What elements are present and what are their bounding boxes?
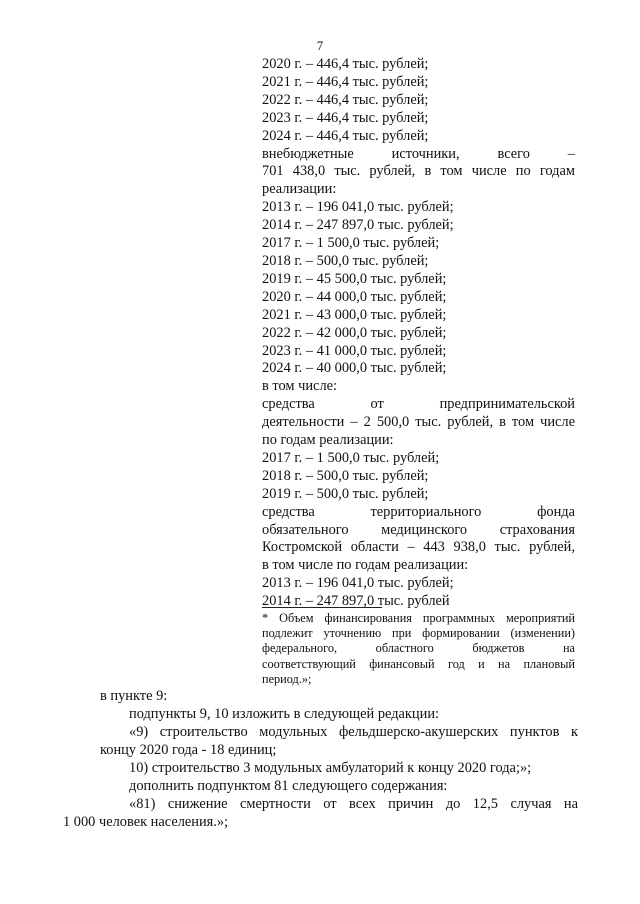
footnote-line: период.»;: [262, 671, 312, 686]
fund-line: обязательного медицинского страхования: [262, 521, 575, 538]
extrabudget-year-line: 2023 г. – 41 000,0 тыс. рублей;: [262, 342, 447, 359]
fund-tail: в том числе по годам реализации:: [262, 557, 469, 574]
paragraph: подпункты 9, 10 изложить в следующей редакции:: [129, 706, 440, 722]
extrabudget-year-line: 2019 г. – 45 500,0 тыс. рублей;: [262, 270, 447, 287]
extrabudget-total: 701 438,0 тыс. рублей, в том числе по годам: [262, 163, 575, 180]
including-label: в том числе:: [262, 378, 338, 395]
fund-heading: средства территориального фонда: [262, 503, 575, 520]
year-line: 2021 г. – 446,4 тыс. рублей;: [262, 73, 429, 90]
extrabudget-year-line: 2017 г. – 1 500,0 тыс. рублей;: [262, 235, 440, 252]
extrabudget-year-line: 2020 г. – 44 000,0 тыс. рублей;: [262, 288, 447, 305]
paragraph: «9) строительство модульных фельдшерско-акушерских пунктов к: [129, 724, 578, 740]
extrabudget-tail: реализации:: [262, 181, 337, 198]
year-line: 2022 г. – 446,4 тыс. рублей;: [262, 91, 429, 108]
body-text: [63, 687, 578, 831]
extrabudget-year-line: 2022 г. – 42 000,0 тыс. рублей;: [262, 324, 447, 341]
paragraph-continuation: 1 000 человек населения.»;: [63, 814, 229, 830]
footnote-line: * Объем финансирования программных мероприятий: [262, 611, 575, 625]
fund-total: Костромской области – 443 938,0 тыс. рублей,: [262, 539, 575, 556]
paragraph: в пункте 9:: [100, 688, 168, 704]
business-total: деятельности – 2 500,0 тыс. рублей, в том числе: [262, 414, 575, 431]
business-tail: по годам реализации:: [262, 432, 394, 449]
fund-year-line: 2014 г. – 247 897,0 тыс. рублей: [262, 593, 450, 610]
business-year-line: 2018 г. – 500,0 тыс. рублей;: [262, 467, 429, 484]
business-year-line: 2017 г. – 1 500,0 тыс. рублей;: [262, 449, 440, 466]
extrabudget-year-line: 2021 г. – 43 000,0 тыс. рублей;: [262, 306, 447, 323]
footnote-line: соответствующий финансовый год и на плановый: [262, 656, 575, 671]
financing-column: [262, 56, 575, 611]
footnote-line: федерального, областного бюджетов на: [262, 641, 575, 656]
extrabudget-year-line: 2014 г. – 247 897,0 тыс. рублей;: [262, 217, 454, 234]
footnote-divider: [262, 607, 382, 608]
extrabudget-year-line: 2018 г. – 500,0 тыс. рублей;: [262, 252, 429, 269]
business-heading: средства от предпринимательской: [262, 396, 575, 413]
footnote: [262, 611, 575, 687]
fund-year-line: 2013 г. – 196 041,0 тыс. рублей;: [262, 575, 454, 592]
paragraph: дополнить подпунктом 81 следующего содержания:: [129, 778, 448, 794]
year-line: 2020 г. – 446,4 тыс. рублей;: [262, 56, 429, 72]
year-line: 2023 г. – 446,4 тыс. рублей;: [262, 109, 429, 126]
paragraph-continuation: концу 2020 года - 18 единиц;: [100, 742, 277, 758]
page-number: 7: [316, 38, 324, 53]
footnote-line: подлежит уточнению при формировании (изменении): [262, 626, 575, 641]
extrabudget-heading: внебюджетные источники, всего –: [262, 145, 575, 162]
year-line: 2024 г. – 446,4 тыс. рублей;: [262, 127, 429, 144]
business-year-line: 2019 г. – 500,0 тыс. рублей;: [262, 485, 429, 502]
extrabudget-year-line: 2024 г. – 40 000,0 тыс. рублей;: [262, 360, 447, 377]
extrabudget-year-line: 2013 г. – 196 041,0 тыс. рублей;: [262, 199, 454, 216]
paragraph: «81) снижение смертности от всех причин до 12,5 случая на: [129, 796, 578, 812]
paragraph: 10) строительство 3 модульных амбулаторий к концу 2020 года;»;: [129, 760, 532, 776]
